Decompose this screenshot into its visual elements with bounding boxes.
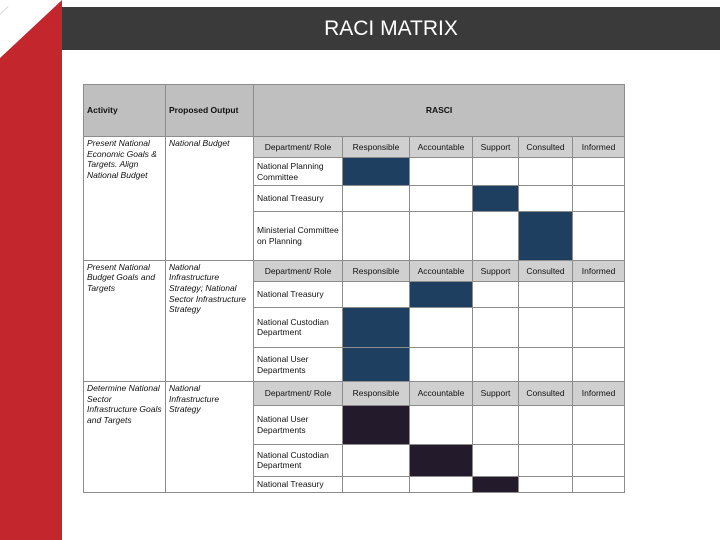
label-responsible: Responsible: [343, 137, 410, 158]
raci-mark-consulted: [519, 211, 573, 260]
raci-cell: [473, 158, 519, 186]
header-rasci: RASCI: [254, 85, 625, 137]
section-2-column-labels: [84, 260, 625, 281]
raci-cell: [343, 444, 410, 476]
raci-cell: [343, 186, 410, 212]
raci-cell: [410, 211, 473, 260]
section-1-activity: Present National Economic Goals & Targets. Align National Budget: [84, 137, 166, 261]
raci-cell: [573, 307, 625, 347]
section-2-activity: Present National Budget Goals and Targets: [84, 260, 166, 381]
label-department-role: Department/ Role: [254, 137, 343, 158]
label-department-role: Department/ Role: [254, 260, 343, 281]
raci-matrix-table: [83, 84, 625, 493]
raci-cell: [473, 282, 519, 308]
section-2-output: National Infrastructure Strategy; National Sector Infrastructure Strategy: [166, 260, 254, 381]
raci-cell: [573, 186, 625, 212]
raci-cell: [519, 158, 573, 186]
raci-cell: [519, 476, 573, 492]
label-consulted: Consulted: [519, 137, 573, 158]
raci-cell: [573, 282, 625, 308]
label-accountable: Accountable: [410, 137, 473, 158]
label-consulted: Consulted: [519, 260, 573, 281]
raci-cell: [473, 348, 519, 382]
raci-cell: [343, 211, 410, 260]
section-1-output: National Budget: [166, 137, 254, 261]
dept-cell: National Custodian Department: [254, 307, 343, 347]
raci-cell: [573, 444, 625, 476]
raci-mark-accountable: [410, 444, 473, 476]
label-support: Support: [473, 382, 519, 405]
raci-cell: [573, 211, 625, 260]
raci-cell: [573, 476, 625, 492]
raci-mark-accountable: [410, 282, 473, 308]
raci-cell: [343, 476, 410, 492]
raci-cell: [410, 405, 473, 444]
label-informed: Informed: [573, 382, 625, 405]
raci-cell: [519, 348, 573, 382]
label-support: Support: [473, 260, 519, 281]
raci-cell: [410, 307, 473, 347]
label-consulted: Consulted: [519, 382, 573, 405]
raci-cell: [410, 476, 473, 492]
label-informed: Informed: [573, 260, 625, 281]
label-responsible: Responsible: [343, 260, 410, 281]
raci-cell: [519, 405, 573, 444]
section-3-activity: Determine National Sector Infrastructure Goals and Targets: [84, 382, 166, 493]
title-bar: [62, 7, 720, 50]
dept-cell: Ministerial Committee on Planning: [254, 211, 343, 260]
left-red-band: [0, 0, 62, 540]
dept-cell: National Planning Committee: [254, 158, 343, 186]
raci-cell: [519, 307, 573, 347]
dept-cell: National Custodian Department: [254, 444, 343, 476]
raci-cell: [519, 444, 573, 476]
dept-cell: National User Departments: [254, 348, 343, 382]
dept-cell: National Treasury: [254, 476, 343, 492]
raci-mark-responsible: [343, 307, 410, 347]
raci-cell: [573, 405, 625, 444]
table-header-row: [84, 85, 625, 137]
raci-mark-responsible: [343, 405, 410, 444]
dept-cell: National Treasury: [254, 282, 343, 308]
raci-cell: [473, 211, 519, 260]
raci-cell: [573, 158, 625, 186]
dept-cell: National Treasury: [254, 186, 343, 212]
header-activity: Activity: [84, 85, 166, 137]
dept-cell: National User Departments: [254, 405, 343, 444]
raci-cell: [473, 405, 519, 444]
label-responsible: Responsible: [343, 382, 410, 405]
section-3-output: National Infrastructure Strategy: [166, 382, 254, 493]
raci-cell: [519, 282, 573, 308]
raci-mark-responsible: [343, 348, 410, 382]
raci-mark-responsible: [343, 158, 410, 186]
raci-cell: [519, 186, 573, 212]
raci-cell: [410, 348, 473, 382]
label-accountable: Accountable: [410, 382, 473, 405]
slide-title: RACI MATRIX: [324, 17, 458, 40]
raci-cell: [473, 307, 519, 347]
header-proposed-output: Proposed Output: [166, 85, 254, 137]
section-1-column-labels: [84, 137, 625, 158]
section-3-column-labels: [84, 382, 625, 405]
raci-cell: [573, 348, 625, 382]
label-support: Support: [473, 137, 519, 158]
raci-mark-support: [473, 476, 519, 492]
raci-cell: [410, 186, 473, 212]
raci-cell: [343, 282, 410, 308]
folded-corner: [0, 0, 62, 58]
raci-cell: [410, 158, 473, 186]
label-accountable: Accountable: [410, 260, 473, 281]
raci-mark-support: [473, 186, 519, 212]
label-informed: Informed: [573, 137, 625, 158]
raci-cell: [473, 444, 519, 476]
label-department-role: Department/ Role: [254, 382, 343, 405]
